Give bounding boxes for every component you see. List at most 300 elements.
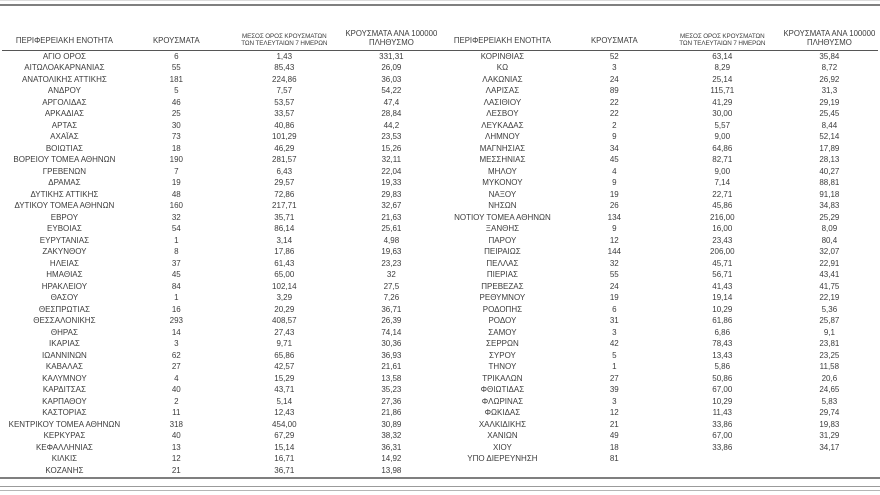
- avg7-cell: 61,86: [712, 316, 733, 325]
- cases-cell: 3: [612, 327, 617, 337]
- cases-cell: 19: [609, 189, 619, 199]
- avg7-cell: [664, 453, 781, 465]
- cases-cell: 293: [169, 316, 183, 325]
- table-row: [440, 235, 878, 247]
- per100k-cell: 32,07: [819, 247, 840, 256]
- avg7-cell: 46,29: [274, 143, 295, 153]
- avg7-cell: 15,29: [274, 373, 295, 383]
- per100k-cell: 54,22: [381, 86, 402, 95]
- per100k-cell: 21,61: [381, 362, 402, 371]
- per100k-cell: 32,11: [381, 155, 402, 164]
- table-row: [2, 327, 440, 339]
- region-name-cell: ΘΗΡΑΣ: [50, 327, 78, 337]
- region-name-cell: ΘΑΣΟΥ: [50, 293, 79, 302]
- avg7-cell: 13,43: [712, 350, 733, 360]
- cases-cell: 1: [612, 362, 617, 371]
- per100k-cell: 31,29: [819, 431, 840, 440]
- region-name-cell: ΑΡΓΟΛΙΔΑΣ: [42, 97, 87, 107]
- avg7-cell: 30,00: [712, 109, 733, 118]
- avg7-cell: 5,14: [276, 396, 293, 406]
- avg7-cell: 19,14: [712, 293, 733, 302]
- cases-cell: 32: [609, 258, 619, 268]
- avg7-cell: 41,43: [712, 281, 733, 291]
- avg7-cell: 408,57: [272, 316, 297, 325]
- region-name-cell: ΤΡΙΚΑΛΩΝ: [482, 373, 523, 383]
- avg7-cell: 11,43: [712, 408, 732, 417]
- region-name-cell: ΝΑΞΟΥ: [488, 189, 517, 199]
- header-per100k-line2: ΠΛΗΘΥΣΜΟ: [368, 37, 414, 47]
- region-name-cell: ΡΟΔΟΥ: [488, 316, 517, 325]
- avg7-cell: 78,43: [712, 339, 733, 348]
- per100k-cell: 34,17: [819, 442, 840, 452]
- table-row: [440, 269, 878, 281]
- per100k-cell: 26,92: [819, 74, 840, 84]
- cases-cell: 13: [171, 442, 181, 452]
- cases-cell: 45: [171, 270, 181, 279]
- per100k-cell: 31,3: [821, 86, 838, 95]
- avg7-cell: 206,00: [710, 247, 735, 256]
- per100k-cell: 23,23: [381, 258, 402, 268]
- avg7-cell: 16,00: [712, 224, 733, 233]
- table-row: [440, 361, 878, 373]
- cases-cell: 8: [174, 247, 179, 256]
- avg7-cell: 65,86: [274, 350, 295, 360]
- avg7-cell: 10,29: [712, 396, 733, 406]
- per100k-cell: 26,39: [381, 316, 402, 325]
- table-row: [440, 120, 878, 132]
- avg7-cell: 41,29: [712, 97, 733, 107]
- per100k-cell: 19,83: [819, 419, 840, 429]
- cases-cell: 12: [171, 454, 181, 463]
- table-row: [440, 212, 878, 224]
- region-name-cell: ΚΕΝΤΡΙΚΟΥ ΤΟΜΕΑ ΑΘΗΝΩΝ: [8, 419, 121, 429]
- region-name-cell: ΚΑΛΥΜΝΟΥ: [42, 373, 87, 383]
- region-name-cell: ΧΑΛΚΙΔΙΚΗΣ: [478, 419, 527, 429]
- table-row: [440, 154, 878, 166]
- region-name-cell: ΡΕΘΥΜΝΟΥ: [479, 293, 526, 302]
- per100k-cell: 20,6: [821, 373, 838, 383]
- avg7-cell: 25,14: [712, 74, 733, 84]
- per100k-cell: 36,93: [381, 350, 402, 360]
- table-row: [440, 396, 878, 408]
- cases-cell: 6: [174, 51, 179, 61]
- cases-cell: 14: [171, 327, 181, 337]
- region-name-cell: ΦΘΙΩΤΙΔΑΣ: [480, 385, 525, 394]
- avg7-cell: 64,86: [712, 143, 733, 153]
- avg7-cell: 224,86: [272, 74, 297, 84]
- cases-cell: 48: [171, 189, 181, 199]
- region-name-cell: ΞΑΝΘΗΣ: [485, 224, 520, 233]
- region-name-cell: ΚΕΦΑΛΛΗΝΙΑΣ: [35, 442, 93, 452]
- region-name-cell: ΚΟΡΙΝΘΙΑΣ: [480, 51, 525, 61]
- region-name-cell: ΑΓΙΟ ΟΡΟΣ: [42, 51, 86, 61]
- table-row: [2, 419, 440, 431]
- table-row: [440, 338, 878, 350]
- region-name-cell: ΑΝΑΤΟΛΙΚΗΣ ΑΤΤΙΚΗΣ: [21, 74, 107, 84]
- cases-cell: 39: [609, 385, 619, 394]
- region-name-cell: ΠΡΕΒΕΖΑΣ: [481, 281, 524, 291]
- table-row: [2, 442, 440, 454]
- per100k-cell: 21,86: [381, 408, 402, 417]
- avg7-cell: 6,43: [276, 166, 293, 176]
- region-name-cell: ΚΑΡΔΙΤΣΑΣ: [42, 385, 86, 394]
- table-row: [2, 154, 440, 166]
- per100k-cell: 15,26: [381, 143, 402, 153]
- cases-cell: 190: [169, 155, 183, 164]
- region-name-cell: ΔΥΤΙΚΗΣ ΑΤΤΙΚΗΣ: [30, 189, 99, 199]
- table-row: [440, 315, 878, 327]
- avg7-cell: 45,86: [712, 201, 733, 210]
- per100k-cell: 21,63: [381, 212, 402, 222]
- region-name-cell: ΔΡΑΜΑΣ: [48, 178, 81, 187]
- header-region: [440, 28, 565, 50]
- avg7-cell: 217,71: [272, 201, 297, 210]
- cases-cell: 3: [612, 63, 617, 72]
- avg7-cell: 9,71: [276, 339, 293, 348]
- cases-cell: 42: [609, 339, 619, 348]
- avg7-cell: 35,71: [274, 212, 295, 222]
- table-row: [440, 85, 878, 97]
- per100k-cell: 36,03: [381, 74, 402, 84]
- avg7-cell: 40,86: [274, 120, 295, 130]
- avg7-cell: 29,57: [274, 178, 295, 187]
- cases-cell: 19: [609, 293, 619, 302]
- avg7-cell: 3,14: [276, 235, 293, 245]
- per100k-cell: 26,09: [381, 63, 402, 72]
- table-row: [2, 396, 440, 408]
- header-cases-label: ΚΡΟΥΣΜΑΤΑ: [152, 35, 200, 45]
- cases-cell: 40: [171, 385, 181, 394]
- table-row: [2, 281, 440, 293]
- per100k-cell: 80,4: [821, 235, 838, 245]
- per100k-cell: 8,72: [821, 63, 838, 72]
- per100k-cell: 27,5: [383, 281, 400, 291]
- cases-cell: 9: [612, 224, 617, 233]
- top-light-divider: [0, 0, 880, 1]
- region-name-cell: ΚΕΡΚΥΡΑΣ: [43, 431, 86, 440]
- avg7-cell: 67,00: [712, 385, 733, 394]
- cases-cell: 1: [174, 293, 179, 302]
- per100k-cell: 29,19: [819, 97, 840, 107]
- per100k-cell: 14,92: [381, 454, 402, 463]
- header-per100k-line2: ΠΛΗΘΥΣΜΟ: [806, 37, 852, 47]
- regional-table-left: [2, 28, 440, 476]
- per100k-cell: 25,87: [819, 316, 840, 325]
- per100k-cell: 38,32: [381, 431, 402, 440]
- table-row: [2, 166, 440, 178]
- table-row: [2, 407, 440, 419]
- region-name-cell: ΕΒΡΟΥ: [50, 212, 79, 222]
- cases-cell: 3: [174, 339, 179, 348]
- cases-cell: 3: [612, 396, 617, 406]
- avg7-cell: 16,71: [274, 454, 295, 463]
- per100k-cell: 5,36: [821, 304, 838, 314]
- per100k-cell: 74,14: [381, 327, 402, 337]
- bottom-thin-divider-2: [0, 490, 880, 491]
- per100k-cell: 22,04: [381, 166, 402, 176]
- avg7-cell: 43,71: [274, 385, 295, 394]
- region-name-cell: ΖΑΚΥΝΘΟΥ: [42, 247, 87, 256]
- avg7-cell: 67,29: [274, 431, 295, 440]
- per100k-cell: 36,71: [381, 304, 402, 314]
- cases-cell: 21: [171, 465, 181, 475]
- top-gray-divider: [0, 4, 880, 6]
- avg7-cell: 7,14: [714, 178, 731, 187]
- cases-cell: 11: [172, 408, 181, 417]
- per100k-cell: 19,33: [381, 178, 402, 187]
- table-row: [440, 62, 878, 74]
- table-row: [2, 189, 440, 201]
- table-row: [2, 74, 440, 86]
- header-per100k-line1: ΚΡΟΥΣΜΑΤΑ ΑΝΑ 100000: [783, 29, 876, 39]
- per100k-cell: 24,65: [819, 385, 840, 394]
- table-row: [440, 442, 878, 454]
- table-row: [440, 258, 878, 270]
- table-row: [440, 350, 878, 362]
- region-name-cell: ΚΑΡΠΑΘΟΥ: [42, 396, 87, 406]
- table-row: [440, 131, 878, 143]
- region-name-cell: ΑΙΤΩΛΟΑΚΑΡΝΑΝΙΑΣ: [24, 63, 105, 72]
- avg7-cell: 56,71: [712, 270, 733, 279]
- table-row: [440, 108, 878, 120]
- table-row: [2, 258, 440, 270]
- table-body-left: [2, 50, 440, 476]
- table-row: [440, 430, 878, 442]
- region-name-cell: ΜΗΛΟΥ: [487, 166, 517, 176]
- region-name-cell: ΝΟΤΙΟΥ ΤΟΜΕΑ ΑΘΗΝΩΝ: [454, 212, 551, 222]
- region-name-cell: ΣΕΡΡΩΝ: [486, 339, 519, 348]
- cases-cell: 18: [609, 442, 619, 452]
- region-name-cell: ΚΩ: [496, 63, 509, 72]
- table-row: [2, 246, 440, 258]
- table-row: [440, 384, 878, 396]
- table-row: [440, 246, 878, 258]
- table-row: [2, 108, 440, 120]
- region-name-cell: ΡΟΔΟΠΗΣ: [482, 304, 523, 314]
- region-name-cell: ΗΛΕΙΑΣ: [49, 258, 79, 268]
- table-row: [2, 361, 440, 373]
- avg7-cell: 27,43: [274, 327, 295, 337]
- region-name-cell: ΔΥΤΙΚΟΥ ΤΟΜΕΑ ΑΘΗΝΩΝ: [14, 201, 115, 210]
- table-row: [440, 50, 878, 62]
- cases-cell: 18: [171, 143, 181, 153]
- table-row: [2, 430, 440, 442]
- table-row: [440, 74, 878, 86]
- per100k-cell: 17,89: [819, 143, 840, 153]
- cases-cell: 4: [174, 373, 179, 383]
- cases-cell: 37: [171, 258, 181, 268]
- per100k-cell: 35,84: [819, 51, 840, 61]
- region-name-cell: ΛΗΜΝΟΥ: [484, 132, 520, 141]
- region-name-cell: ΜΑΓΝΗΣΙΑΣ: [479, 143, 526, 153]
- header-per100k-line1: ΚΡΟΥΣΜΑΤΑ ΑΝΑ 100000: [345, 29, 438, 39]
- region-name-cell: ΗΜΑΘΙΑΣ: [46, 270, 83, 279]
- per100k-cell: 32,67: [381, 201, 402, 210]
- avg7-cell: 33,86: [712, 419, 733, 429]
- per100k-cell: 44,2: [383, 120, 400, 130]
- avg7-cell: 454,00: [272, 419, 297, 429]
- per100k-cell: 43,41: [819, 270, 840, 279]
- per100k-cell: 27,36: [381, 396, 402, 406]
- per100k-cell: 29,74: [819, 408, 840, 417]
- cases-cell: 12: [609, 235, 619, 245]
- header-avg7-line2: ΤΩΝ ΤΕΛΕΥΤΑΙΩΝ 7 ΗΜΕΡΩΝ: [241, 40, 328, 48]
- table-row: [2, 384, 440, 396]
- region-name-cell: ΛΑΡΙΣΑΣ: [485, 86, 520, 95]
- table-row: [2, 269, 440, 281]
- cases-cell: 318: [169, 419, 183, 429]
- per100k-cell: 34,83: [819, 201, 840, 210]
- table-row: [440, 200, 878, 212]
- cases-cell: 54: [171, 224, 181, 233]
- cases-cell: 5: [612, 350, 617, 360]
- cases-cell: 9: [612, 178, 617, 187]
- table-row: [2, 62, 440, 74]
- region-name-cell: ΧΑΝΙΩΝ: [487, 431, 518, 440]
- avg7-cell: 36,71: [274, 465, 295, 475]
- per100k-cell: 91,18: [819, 189, 840, 199]
- cases-cell: 19: [171, 178, 181, 187]
- per100k-cell: 30,36: [381, 339, 402, 348]
- cases-cell: 84: [171, 281, 181, 291]
- header-region-label: ΠΕΡΙΦΕΡΕΙΑΚΗ ΕΝΟΤΗΤΑ: [15, 35, 113, 45]
- region-name-cell: ΑΡΚΑΔΙΑΣ: [44, 109, 85, 118]
- avg7-cell: 9,00: [714, 132, 731, 141]
- header-cases-label: ΚΡΟΥΣΜΑΤΑ: [590, 35, 638, 45]
- header-per100k: [343, 28, 440, 50]
- region-name-cell: ΛΑΣΙΘΙΟΥ: [483, 97, 522, 107]
- cases-cell: 26: [609, 201, 619, 210]
- table-row: [2, 453, 440, 465]
- cases-cell: 22: [609, 109, 619, 118]
- region-name-cell: ΥΠΟ ΔΙΕΡΕΥΝΗΣΗ: [467, 454, 538, 463]
- region-name-cell: ΒΟΡΕΙΟΥ ΤΟΜΕΑ ΑΘΗΝΩΝ: [13, 155, 116, 164]
- table-row: [440, 453, 878, 465]
- region-name-cell: ΘΕΣΣΑΛΟΝΙΚΗΣ: [33, 316, 96, 325]
- cases-cell: 4: [612, 166, 617, 176]
- table-row: [2, 143, 440, 155]
- region-name-cell: ΣΑΜΟΥ: [488, 327, 517, 337]
- region-name-cell: ΗΡΑΚΛΕΙΟΥ: [41, 281, 88, 291]
- region-name-cell: ΙΚΑΡΙΑΣ: [49, 339, 80, 348]
- per100k-cell: 8,09: [821, 224, 838, 233]
- avg7-cell: 3,29: [276, 293, 293, 302]
- cases-cell: 55: [609, 270, 619, 279]
- avg7-cell: 61,43: [274, 258, 295, 268]
- table-row: [2, 177, 440, 189]
- table-row: [2, 465, 440, 477]
- header-per100k: [781, 28, 878, 50]
- region-name-cell: ΑΧΑΪΑΣ: [50, 132, 79, 141]
- table-row: [2, 373, 440, 385]
- per100k-cell: 35,23: [381, 385, 402, 394]
- avg7-cell: 33,86: [712, 442, 733, 452]
- per100k-cell: 13,58: [381, 373, 402, 383]
- cases-cell: 24: [609, 281, 619, 291]
- table-row: [440, 166, 878, 178]
- header-cases: [127, 28, 226, 50]
- cases-cell: 25: [171, 109, 181, 118]
- table-row: [2, 212, 440, 224]
- table-row: [2, 50, 440, 62]
- per100k-cell: 41,75: [819, 281, 840, 291]
- region-name-cell: ΜΥΚΟΝΟΥ: [482, 178, 523, 187]
- avg7-cell: 72,86: [274, 189, 295, 199]
- region-name-cell: ΠΕΙΡΑΙΩΣ: [484, 247, 521, 256]
- per100k-cell: 30,89: [381, 419, 402, 429]
- avg7-cell: 5,86: [714, 362, 731, 371]
- per100k-cell: 22,19: [819, 293, 840, 302]
- cases-cell: 30: [171, 120, 181, 130]
- cases-cell: 22: [609, 97, 619, 107]
- region-name-cell: ΙΩΑΝΝΙΝΩΝ: [41, 350, 87, 360]
- per100k-cell: 7,26: [383, 293, 400, 302]
- avg7-cell: 85,43: [274, 63, 295, 72]
- table-row: [2, 223, 440, 235]
- per100k-cell: 25,45: [819, 109, 840, 118]
- avg7-cell: 102,14: [272, 281, 297, 291]
- per100k-cell: 25,29: [819, 212, 840, 222]
- table-row: [2, 292, 440, 304]
- cases-cell: 52: [609, 51, 619, 61]
- cases-cell: 62: [171, 350, 181, 360]
- avg7-cell: 50,86: [712, 373, 733, 383]
- per100k-cell: 22,91: [819, 258, 840, 268]
- cases-cell: 16: [171, 304, 181, 314]
- avg7-cell: 17,86: [274, 247, 295, 256]
- table-row: [440, 419, 878, 431]
- avg7-cell: 12,43: [274, 408, 295, 417]
- cases-cell: 81: [609, 454, 619, 463]
- cases-cell: 27: [171, 362, 181, 371]
- table-row: [2, 350, 440, 362]
- per100k-cell: 23,25: [819, 350, 840, 360]
- cases-cell: 89: [609, 86, 619, 95]
- cases-cell: 181: [169, 74, 183, 84]
- avg7-cell: 7,57: [276, 86, 293, 95]
- avg7-cell: 86,14: [274, 224, 295, 233]
- per100k-cell: 28,84: [381, 109, 402, 118]
- region-name-cell: ΛΕΥΚΑΔΑΣ: [481, 120, 524, 130]
- table-row: [2, 97, 440, 109]
- header-avg7-line1: ΜΕΣΟΣ ΟΡΟΣ ΚΡΟΥΣΜΑΤΩΝ: [241, 33, 327, 41]
- region-name-cell: ΣΥΡΟΥ: [488, 350, 516, 360]
- table-row: [440, 373, 878, 385]
- region-name-cell: ΦΩΚΙΔΑΣ: [484, 408, 521, 417]
- per100k-cell: 8,44: [821, 120, 838, 130]
- cases-cell: 73: [171, 132, 181, 141]
- table-row: [2, 235, 440, 247]
- cases-cell: 2: [174, 396, 179, 406]
- bottom-thin-divider-1: [0, 486, 880, 487]
- avg7-cell: 10,29: [712, 304, 733, 314]
- avg7-cell: 82,71: [712, 155, 733, 164]
- cases-cell: 6: [612, 304, 617, 314]
- cases-cell: 2: [612, 120, 617, 130]
- per100k-cell: 11,58: [819, 362, 840, 371]
- table-row: [440, 407, 878, 419]
- header-avg7: [226, 28, 343, 50]
- cases-cell: 1: [174, 235, 179, 245]
- table-row: [440, 292, 878, 304]
- per100k-cell: 88,81: [819, 178, 840, 187]
- per100k-cell: 36,31: [381, 442, 402, 452]
- cases-cell: 7: [174, 166, 179, 176]
- per100k-cell: 23,81: [819, 339, 840, 348]
- table-row: [2, 200, 440, 212]
- table-row: [2, 131, 440, 143]
- per100k-cell: 331,31: [379, 51, 404, 61]
